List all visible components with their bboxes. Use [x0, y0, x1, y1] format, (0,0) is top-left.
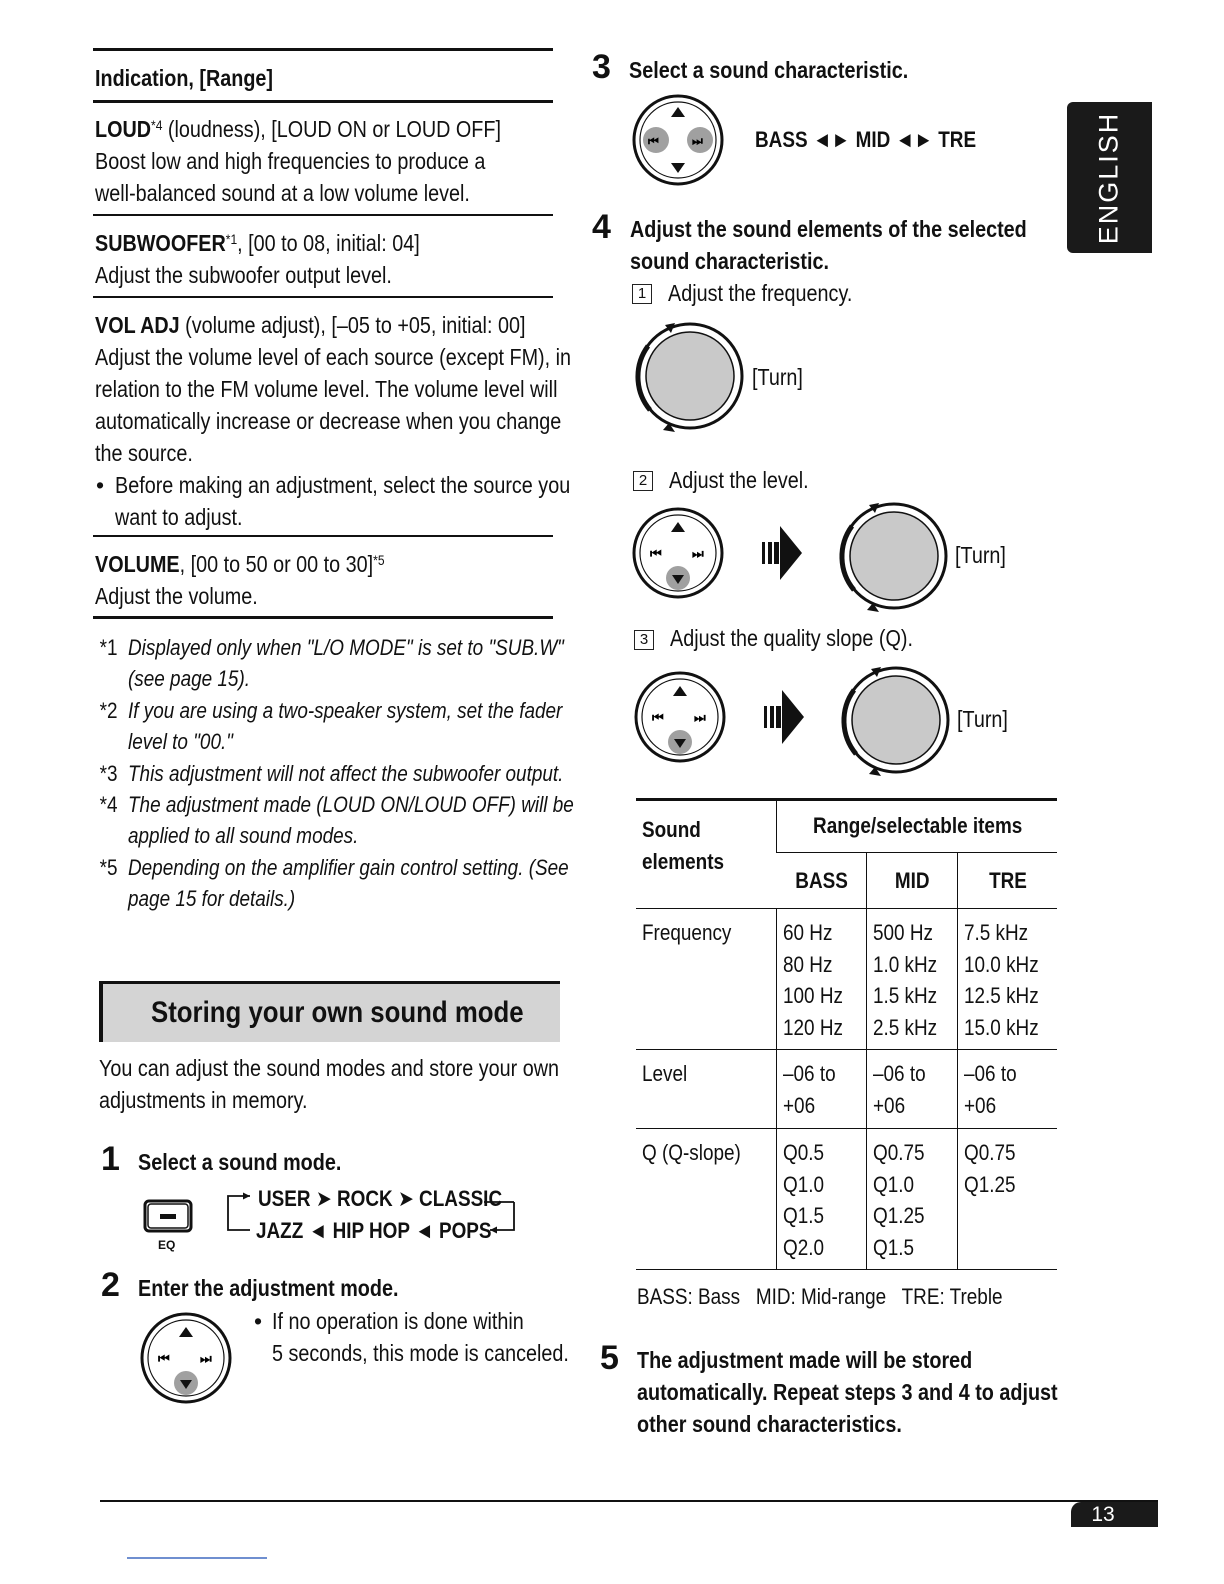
header-tre: TRE: [958, 853, 1057, 909]
footnote-2: *2 If you are using a two-speaker system, set the fader: [99, 698, 563, 723]
header-rule: [93, 100, 553, 103]
arrow-right-icon: ➤: [315, 1186, 332, 1211]
header-range: Range/selectable items: [777, 800, 1057, 853]
step-5-number: 5: [600, 1339, 619, 1377]
page-number-tab: [1071, 1502, 1158, 1527]
step-1-number: 1: [101, 1140, 120, 1178]
arrow-right-icon: [760, 522, 804, 584]
substep-1-text: Adjust the frequency.: [668, 280, 853, 306]
step-1-title: Select a sound mode.: [138, 1149, 342, 1175]
control-pad-icon: [630, 505, 726, 601]
footnote-3: *3 This adjustment will not affect the subwoofer output.: [99, 761, 564, 786]
table-row: Q (Q-slope) Q0.5 Q1.0 Q1.5 Q2.0 Q0.75 Q1.0 Q1.25 Q1.5 Q0.75 Q1.25: [636, 1129, 1057, 1270]
svg-text:⏭: ⏭: [692, 134, 703, 148]
language-tab-label: ENGLISH: [1093, 111, 1124, 245]
step-2-title: Enter the adjustment mode.: [138, 1275, 399, 1301]
step-5-title-2: automatically. Repeat steps 3 and 4 to adjust: [637, 1379, 1058, 1405]
vol-adj-desc-3: automatically increase or decrease when you change: [95, 408, 562, 434]
double-arrow-icon: ◄►: [812, 127, 851, 152]
step-4-title-2: sound characteristic.: [630, 248, 829, 274]
bullet-dot: •: [254, 1308, 263, 1334]
eq-label: EQ: [158, 1238, 176, 1252]
step-2-note-1: If no operation is done within: [272, 1308, 524, 1334]
footnote-4-cont: applied to all sound modes.: [128, 823, 359, 848]
svg-text:⏮: ⏮: [158, 1352, 170, 1367]
language-tab: [1067, 102, 1152, 253]
section-title: Storing your own sound mode: [151, 996, 524, 1029]
turn-label-3: [Turn]: [957, 706, 1008, 732]
mode-row-1: USER ➤ ROCK ➤ CLASSIC: [258, 1186, 503, 1211]
svg-text:⏮: ⏮: [648, 134, 659, 148]
substep-1-box: 1: [632, 284, 652, 304]
loud-desc-1: Boost low and high frequencies to produce a: [95, 148, 486, 174]
svg-text:⏭: ⏭: [200, 1352, 212, 1367]
volume-knob[interactable]: [832, 498, 956, 621]
arrow-right-icon: [762, 686, 806, 748]
arrow-right-icon: ➤: [397, 1186, 414, 1211]
vol-adj-desc-2: relation to the FM volume level. The volume level will: [95, 376, 558, 402]
step-2-note-2: 5 seconds, this mode is canceled.: [272, 1340, 569, 1366]
characteristic-cycle: BASS ◄► MID ◄► TRE: [755, 127, 977, 152]
svg-text:⏭: ⏭: [694, 711, 706, 726]
footnote-1: *1 Displayed only when "L/O MODE" is set to "SUB.W": [99, 635, 564, 660]
vol-adj-bullet-1: Before making an adjustment, select the source you: [115, 472, 571, 498]
turn-label-1: [Turn]: [752, 364, 803, 390]
subwoofer-entry: SUBWOOFER$^{*1}$, [00 to 08, initial: 04]: [95, 230, 420, 256]
knob-turn-icon: [834, 662, 958, 780]
step-5-title-3: other sound characteristics.: [637, 1411, 902, 1437]
volume-entry: VOLUME, [00 to 50 or 00 to 30]$^{*5}$: [95, 551, 385, 577]
step-4-number: 4: [592, 208, 611, 246]
loud-desc-2: well-balanced sound at a low volume level.: [95, 180, 470, 206]
volume-knob[interactable]: [834, 662, 958, 785]
sound-elements-table: [636, 800, 1057, 1270]
footnote-5-cont: page 15 for details.): [128, 886, 296, 911]
section-banner: [99, 981, 560, 1042]
banner-bar: [99, 984, 103, 1042]
table-header: Indication, [Range]: [95, 65, 274, 91]
substep-2-text: Adjust the level.: [669, 467, 809, 493]
vol-adj-entry: VOL ADJ (volume adjust), [–05 to +05, initial: 00]: [95, 312, 526, 338]
vol-adj-desc-4: the source.: [95, 440, 193, 466]
footnote-5: *5 Depending on the amplifier gain control setting. (See: [99, 855, 569, 880]
volume-knob[interactable]: [628, 318, 752, 441]
header-bass: BASS: [777, 853, 867, 909]
footnote-4: *4 The adjustment made (LOUD ON/LOUD OFF) will be: [99, 792, 574, 817]
footer-rule: [100, 1500, 1158, 1502]
bottom-rule: [93, 616, 553, 619]
table-row: Frequency 60 Hz 80 Hz 100 Hz 120 Hz 500 Hz 1.0 kHz 1.5 kHz 2.5 kHz 7.5 kHz 10.0 kHz 12.5 kHz 15.0 kHz: [636, 909, 1057, 1050]
footnote-2-cont: level to "00.": [128, 729, 233, 754]
svg-text:⏮: ⏮: [652, 711, 664, 726]
arrow-left-icon: ◄: [308, 1218, 328, 1243]
step-5-title-1: The adjustment made will be stored: [637, 1347, 973, 1373]
step-2-number: 2: [101, 1266, 120, 1304]
substep-3-box: 3: [634, 630, 654, 650]
divider: [93, 296, 553, 298]
step-3-title: Select a sound characteristic.: [629, 57, 909, 83]
step-3-number: 3: [592, 48, 611, 86]
bullet-dot: •: [96, 472, 105, 498]
vol-adj-desc-1: Adjust the volume level of each source (except FM), in: [95, 344, 572, 370]
arrow-left-icon: ◄: [414, 1218, 434, 1243]
control-pad-sides[interactable]: [630, 92, 726, 193]
control-pad-down[interactable]: [632, 669, 728, 770]
subwoofer-desc: Adjust the subwoofer output level.: [95, 262, 392, 288]
control-pad-icon: [630, 92, 726, 188]
control-pad-down[interactable]: [630, 505, 726, 606]
svg-text:⏮: ⏮: [650, 547, 662, 562]
eq-button[interactable]: [143, 1199, 193, 1233]
header-sound-elements: Sound elements: [636, 800, 777, 909]
loud-entry: LOUD$^{*4}$ (loudness), [LOUD ON or LOUD OFF]: [95, 116, 501, 142]
top-rule: [93, 48, 553, 51]
footnote-1-cont: (see page 15).: [128, 666, 251, 691]
header-mid: MID: [867, 853, 958, 909]
table-row: Level –06 to +06 –06 to +06 –06 to +06: [636, 1050, 1057, 1129]
vol-adj-bullet-2: want to adjust.: [115, 504, 243, 530]
divider: [93, 535, 553, 537]
turn-label-2: [Turn]: [955, 542, 1006, 568]
mode-row-2: JAZZ ◄ HIP HOP ◄ POPS: [256, 1218, 492, 1243]
footer-link-line: [127, 1557, 267, 1559]
page-number: 13: [1091, 1503, 1115, 1526]
divider: [93, 214, 553, 216]
knob-turn-icon: [832, 498, 956, 616]
intro-2: adjustments in memory.: [99, 1087, 308, 1113]
control-pad-icon: [632, 669, 728, 765]
svg-text:⏭: ⏭: [692, 547, 704, 562]
step-4-title-1: Adjust the sound elements of the selected: [630, 216, 1027, 242]
control-pad-down[interactable]: [138, 1310, 234, 1411]
control-pad-icon: [138, 1310, 234, 1406]
substep-3-text: Adjust the quality slope (Q).: [670, 625, 913, 651]
substep-2-box: 2: [633, 471, 653, 491]
volume-desc: Adjust the volume.: [95, 583, 258, 609]
table-legend: BASS: Bass MID: Mid-range TRE: Treble: [637, 1284, 1003, 1309]
knob-turn-icon: [628, 318, 752, 436]
eq-button-icon: [143, 1199, 193, 1233]
intro-1: You can adjust the sound modes and store your own: [99, 1055, 560, 1081]
double-arrow-icon: ◄►: [895, 127, 933, 152]
